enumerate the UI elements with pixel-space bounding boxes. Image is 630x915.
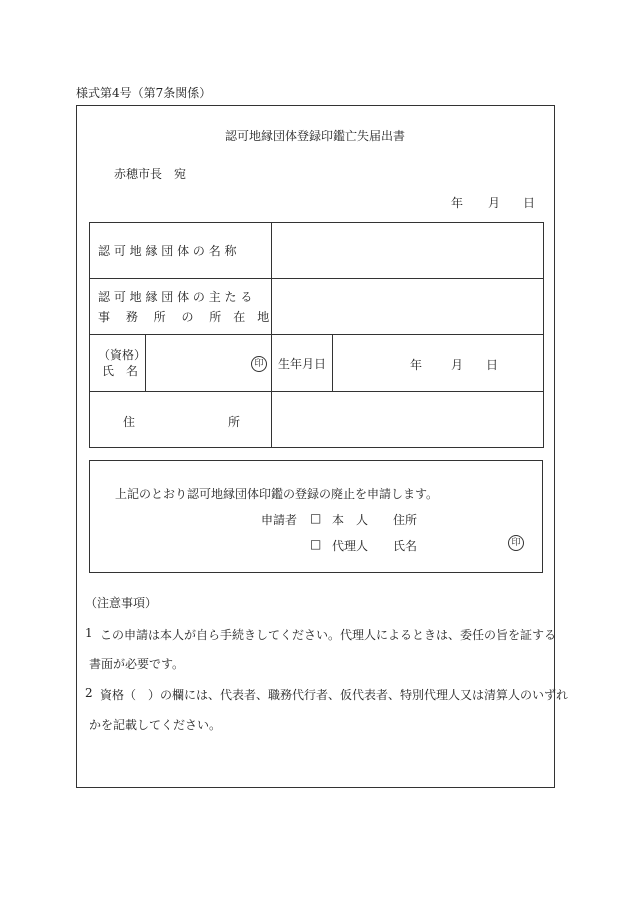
- birth-day: 日: [486, 358, 499, 372]
- name-label: 氏 名: [102, 364, 139, 378]
- form-title: 認可地縁団体登録印鑑亡失届出書: [224, 129, 405, 143]
- date-year: 年: [451, 196, 464, 210]
- declaration-box: [89, 460, 543, 573]
- note-1-line1: この申請は本人が自ら手続きしてください。代理人によるときは、委任の旨を証する: [100, 628, 557, 642]
- table-row: [90, 223, 544, 279]
- principal-label: 本 人: [332, 513, 369, 527]
- applicant-name-label: 氏名: [393, 539, 418, 553]
- note-1-number: 1: [85, 626, 93, 640]
- date-month: 月: [488, 196, 501, 210]
- applicant-seal-mark: 印: [508, 535, 524, 551]
- office-label: [90, 279, 272, 335]
- address-field[interactable]: [272, 392, 544, 448]
- note-2-number: 2: [85, 686, 93, 700]
- declaration-text: 上記のとおり認可地縁団体印鑑の登録の廃止を申請します。: [115, 487, 439, 501]
- table-row: [90, 392, 544, 448]
- form-number: 様式第4号（第7条関係）: [76, 86, 212, 100]
- checkbox-principal[interactable]: □: [310, 511, 322, 525]
- birthdate-label: 生年月日: [272, 335, 333, 392]
- info-table: [89, 222, 544, 448]
- qualification-name-label: [90, 335, 146, 392]
- note-2-line1: 資格（ ）の欄には、代表者、職務代行者、仮代表者、特別代理人又は清算人のいずれ: [100, 688, 569, 702]
- office-address-field[interactable]: [272, 279, 544, 335]
- seal-mark: 印: [251, 356, 267, 372]
- birth-year: 年: [410, 358, 423, 372]
- address-label-1: 住: [123, 415, 136, 429]
- address-label: [90, 392, 272, 448]
- name-field[interactable]: [146, 335, 272, 392]
- note-1-line2: 書面が必要です。: [89, 657, 185, 671]
- date-day: 日: [523, 196, 536, 210]
- office-label-line2: 事 務 所 の 所 在 地: [98, 309, 270, 324]
- applicant-label: 申請者: [261, 513, 298, 527]
- qualification-label: （資格）: [98, 348, 147, 362]
- addressee: 赤穂市長 宛: [114, 167, 187, 181]
- agent-label: 代理人: [332, 539, 369, 553]
- birthdate-field[interactable]: [333, 335, 544, 392]
- table-row: [90, 279, 544, 335]
- notes-heading: （注意事項）: [85, 596, 158, 610]
- org-name-field[interactable]: [272, 223, 544, 279]
- note-2-line2: かを記載してください。: [89, 718, 222, 732]
- address-label-2: 所: [228, 415, 241, 429]
- table-row: [90, 335, 544, 392]
- checkbox-agent[interactable]: □: [310, 537, 322, 551]
- applicant-address-label: 住所: [393, 513, 418, 527]
- office-label-line1: 認 可 地 縁 団 体 の 主 た る: [98, 289, 253, 304]
- birth-month: 月: [451, 358, 464, 372]
- org-name-label: 認 可 地 縁 団 体 の 名 称: [90, 223, 272, 279]
